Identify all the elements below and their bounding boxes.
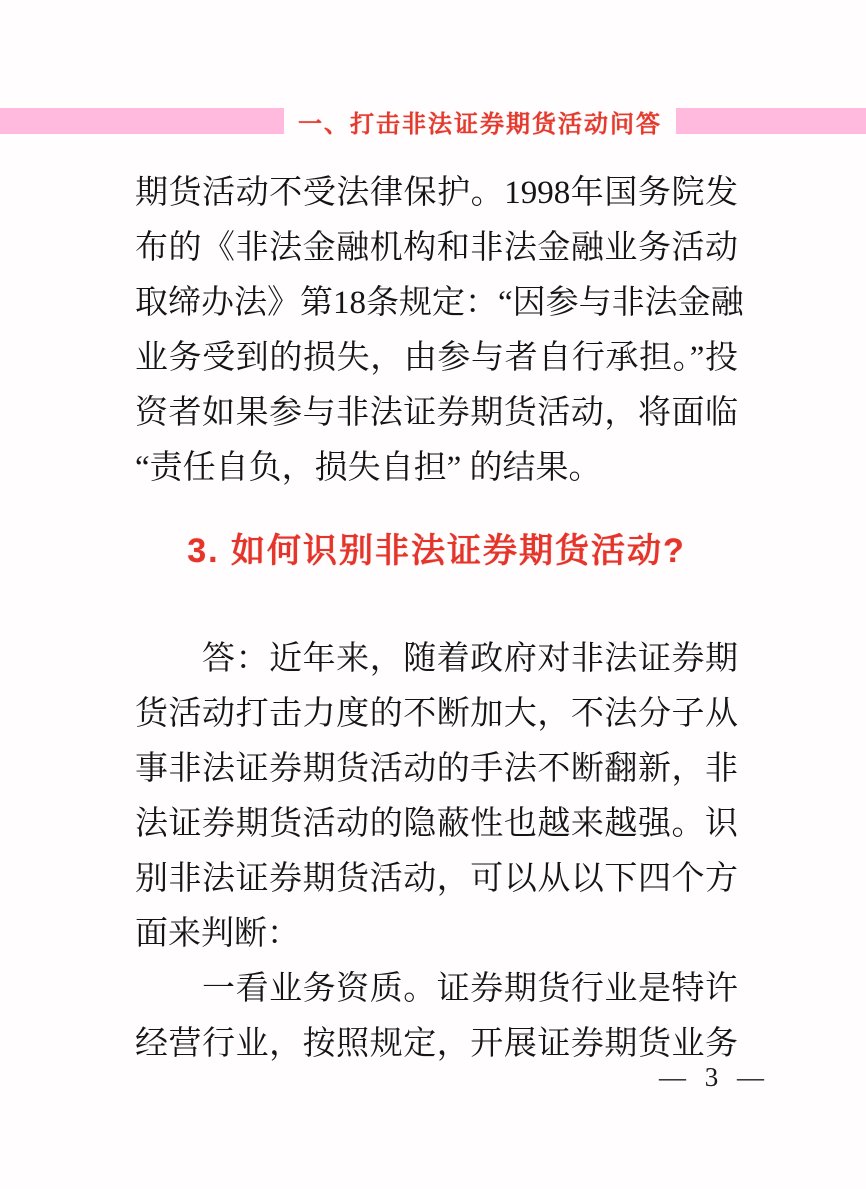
question-heading: 3. 如何识别非法证券期货活动? [187,532,686,570]
text-line: 货活动打击力度的不断加大，不法分子从 [135,696,738,732]
text-line: 面来判断： [135,916,300,952]
paragraph-legal-consequences [135,166,744,496]
text-line: 法证券期货活动的隐蔽性也越来越强。识 [135,806,738,842]
text-line: 期货活动不受法律保护。1998年国务院发 [135,175,738,211]
header-bar-left [0,108,284,134]
paragraph-check-qualification [135,962,738,1072]
text-line: 一看业务资质。证券期货行业是特许 [135,971,738,1007]
chapter-title: 一、打击非法证券期货活动问答 [298,110,662,138]
text-line: 答：近年来，随着政府对非法证券期 [135,641,738,677]
text-line: 取缔办法》第18条规定：“因参与非法金融 [135,285,744,321]
running-header [0,108,866,138]
text-column [135,166,744,1072]
page-footer [0,1062,770,1093]
text-line: 别非法证券期货活动，可以从以下四个方 [135,861,738,897]
paragraph-answer [135,632,738,962]
text-line: 布的《非法金融机构和非法金融业务活动 [135,230,738,266]
page-number: — 3 — [659,1062,770,1092]
text-line: 业务受到的损失，由参与者自行承担。”投 [135,340,738,376]
text-line: 事非法证券期货活动的手法不断翻新，非 [135,751,738,787]
text-line: 经营行业，按照规定，开展证券期货业务 [135,1026,738,1062]
header-bar-right [676,108,866,134]
text-line: “责任自负，损失自担” 的结果。 [135,450,602,486]
text-line: 资者如果参与非法证券期货活动，将面临 [135,395,738,431]
